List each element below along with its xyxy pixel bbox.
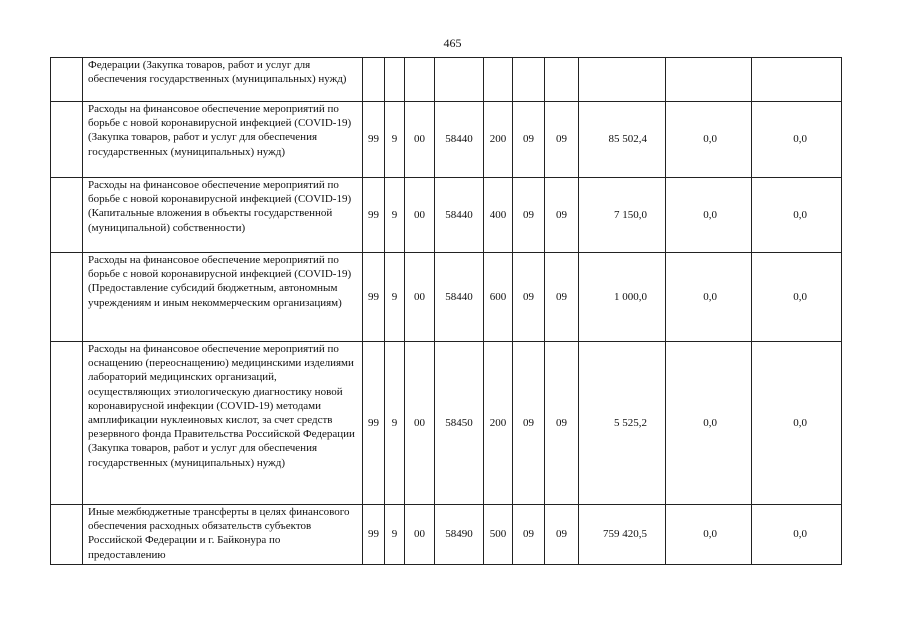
- code-cell: [513, 58, 545, 102]
- page-number: 465: [443, 36, 462, 50]
- code-cell: 9: [385, 342, 405, 505]
- code-cell: 58440: [435, 178, 484, 253]
- table-row: [51, 253, 842, 342]
- code-cell: 00: [405, 253, 435, 342]
- amount-cell: 85 502,4: [579, 102, 666, 178]
- code-cell: 9: [385, 178, 405, 253]
- code-cell: 09: [513, 253, 545, 342]
- code-cell: 58440: [435, 253, 484, 342]
- code-cell: [435, 58, 484, 102]
- value-cell: 0,0: [666, 342, 752, 505]
- value-cell: 0,0: [752, 342, 842, 505]
- code-cell: 58490: [435, 505, 484, 565]
- value-cell: [666, 58, 752, 102]
- table-row: [51, 505, 842, 565]
- code-cell: 00: [405, 102, 435, 178]
- code-cell: [363, 58, 385, 102]
- value-cell: [752, 58, 842, 102]
- code-cell: 09: [545, 102, 579, 178]
- code-cell: 00: [405, 505, 435, 565]
- row-description: Расходы на финансовое обеспечение мероприятий по оснащению (переоснащению) медицинскими изделиями лабораторий медицинских организаций, осуществляющих этиологическую диагностику новой коронавирусной инфекции (COVID-19) методами амплификации нуклеиновых кислот, за счет средств резервного фонда Правительства Российской Федерации (Закупка товаров, работ и услуг для обеспечения государственных (муниципальных) нужд): [83, 342, 363, 505]
- row-description: Расходы на финансовое обеспечение мероприятий по борьбе с новой коронавирусной инфекцией (COVID-19) (Предоставление субсидий бюджетным, автономным учреждениям и иным некоммерческим организациям): [83, 253, 363, 342]
- code-cell: 99: [363, 102, 385, 178]
- code-cell: 58440: [435, 102, 484, 178]
- amount-cell: 1 000,0: [579, 253, 666, 342]
- value-cell: 0,0: [666, 178, 752, 253]
- blank-cell: [51, 102, 83, 178]
- budget-table: [50, 57, 842, 565]
- blank-cell: [51, 253, 83, 342]
- code-cell: 00: [405, 342, 435, 505]
- value-cell: 0,0: [752, 102, 842, 178]
- code-cell: 9: [385, 253, 405, 342]
- blank-cell: [51, 505, 83, 565]
- blank-cell: [51, 178, 83, 253]
- table-row: [51, 178, 842, 253]
- table-row: [51, 58, 842, 102]
- code-cell: 09: [513, 505, 545, 565]
- code-cell: 09: [513, 178, 545, 253]
- amount-cell: 5 525,2: [579, 342, 666, 505]
- code-cell: 9: [385, 505, 405, 565]
- code-cell: 400: [484, 178, 513, 253]
- blank-cell: [51, 342, 83, 505]
- blank-cell: [51, 58, 83, 102]
- code-cell: 99: [363, 505, 385, 565]
- row-description: Расходы на финансовое обеспечение мероприятий по борьбе с новой коронавирусной инфекцией (COVID-19) (Закупка товаров, работ и услуг для обеспечения государственных (муниципальных) нужд): [83, 102, 363, 178]
- value-cell: 0,0: [752, 178, 842, 253]
- table-row: [51, 102, 842, 178]
- code-cell: 00: [405, 178, 435, 253]
- code-cell: 99: [363, 178, 385, 253]
- row-description: Иные межбюджетные трансферты в целях финансового обеспечения расходных обязательств субъектов Российской Федерации и г. Байконура по предоставлению: [83, 505, 363, 565]
- code-cell: 09: [545, 342, 579, 505]
- value-cell: 0,0: [752, 505, 842, 565]
- code-cell: 09: [545, 178, 579, 253]
- code-cell: 99: [363, 342, 385, 505]
- code-cell: [484, 58, 513, 102]
- amount-cell: 7 150,0: [579, 178, 666, 253]
- value-cell: 0,0: [752, 253, 842, 342]
- code-cell: 99: [363, 253, 385, 342]
- code-cell: 500: [484, 505, 513, 565]
- code-cell: 600: [484, 253, 513, 342]
- row-description: Федерации (Закупка товаров, работ и услуг для обеспечения государственных (муниципальных) нужд): [83, 58, 363, 102]
- code-cell: 09: [545, 253, 579, 342]
- code-cell: 09: [513, 342, 545, 505]
- code-cell: 200: [484, 342, 513, 505]
- row-description: Расходы на финансовое обеспечение мероприятий по борьбе с новой коронавирусной инфекцией (COVID-19) (Капитальные вложения в объекты государственной (муниципальной) собственности): [83, 178, 363, 253]
- value-cell: 0,0: [666, 102, 752, 178]
- amount-cell: [579, 58, 666, 102]
- code-cell: [545, 58, 579, 102]
- code-cell: 09: [513, 102, 545, 178]
- table-row: [51, 342, 842, 505]
- code-cell: 09: [545, 505, 579, 565]
- value-cell: 0,0: [666, 253, 752, 342]
- code-cell: 58450: [435, 342, 484, 505]
- code-cell: [385, 58, 405, 102]
- amount-cell: 759 420,5: [579, 505, 666, 565]
- code-cell: [405, 58, 435, 102]
- value-cell: 0,0: [666, 505, 752, 565]
- code-cell: 200: [484, 102, 513, 178]
- code-cell: 9: [385, 102, 405, 178]
